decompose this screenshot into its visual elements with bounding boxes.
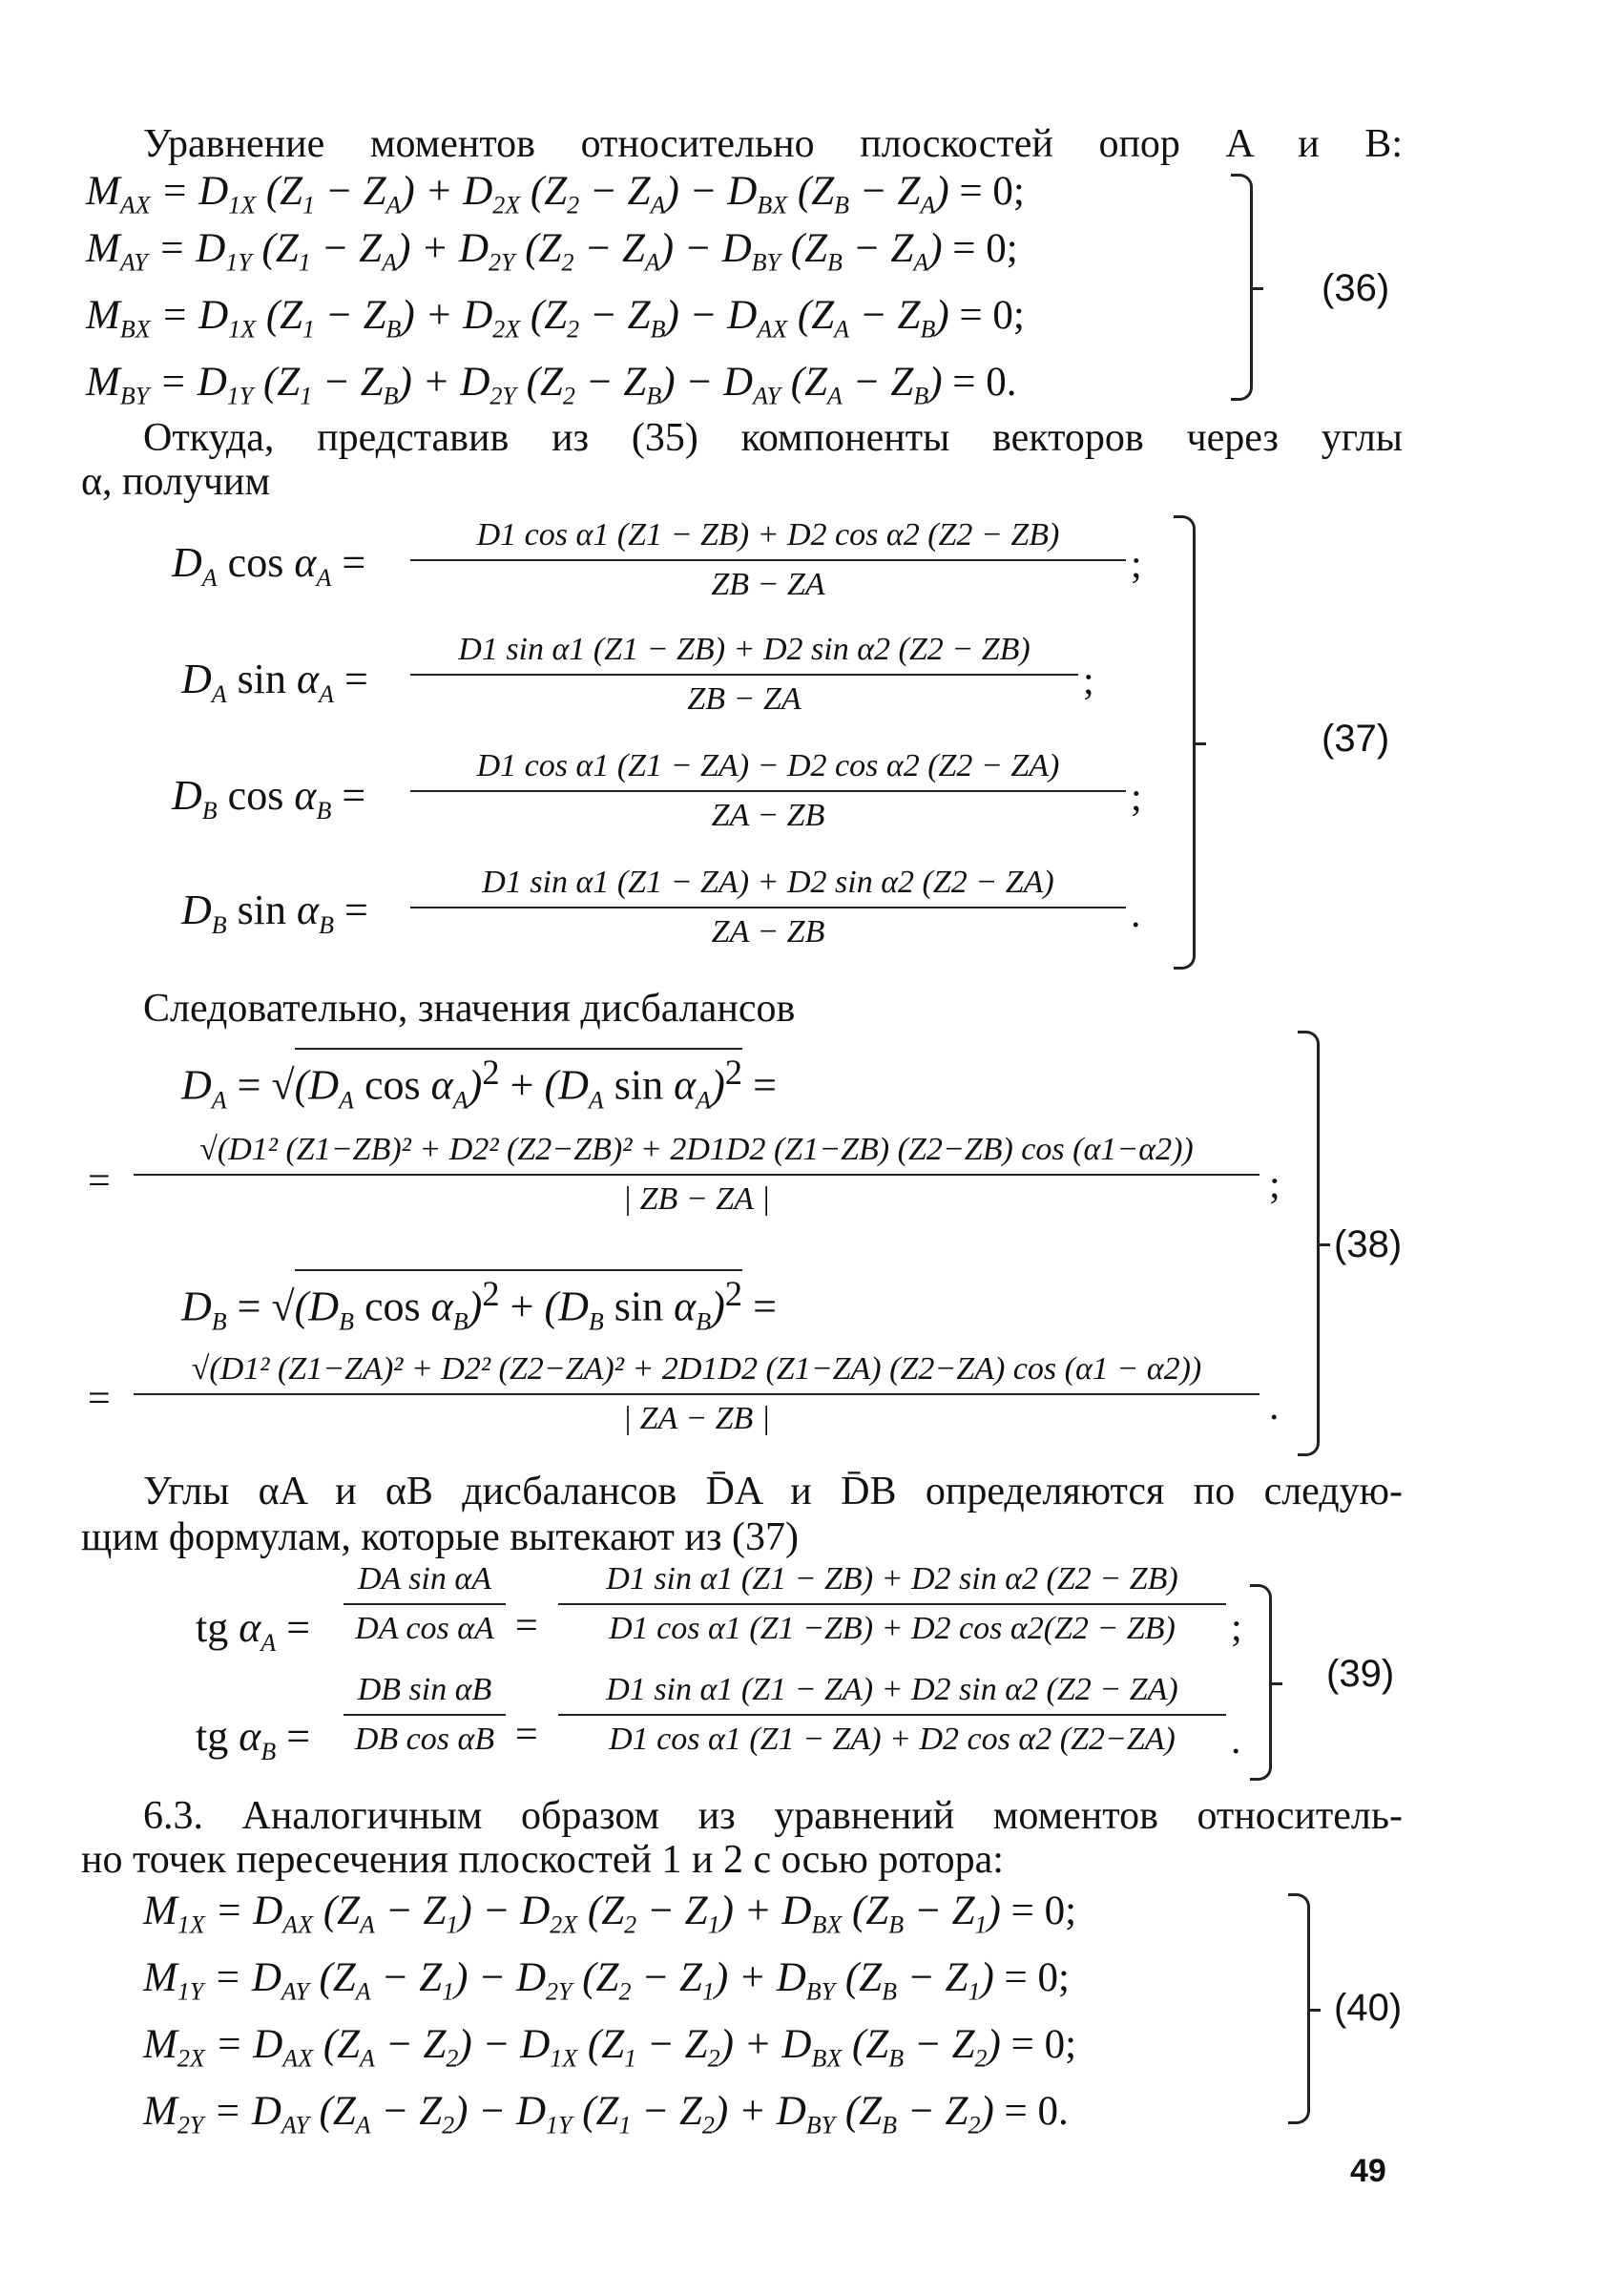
- eq37-row2-end: ;: [1083, 659, 1094, 703]
- eq38-da-numerator: √(D1² (Z1−ZB)² + D2² (Z2−ZB)² + 2D1D2 (Z1−ZB) (Z2−ZB) cos (α1−α2)): [199, 1132, 1194, 1167]
- eq37-number: (37): [1322, 718, 1390, 760]
- eq37-row3-end: ;: [1131, 776, 1142, 820]
- eq39-row1-lhs: tg $\alpha_A$ =: [196, 1604, 311, 1657]
- eq37-row3-fraction: [410, 746, 1126, 836]
- eq38-db-denominator: | ZA − ZB |: [622, 1401, 771, 1436]
- eq40-number: (40): [1334, 1987, 1403, 2029]
- eq37-row2-numerator: D1 sin α1 (Z1 − ZB) + D2 sin α2 (Z2 − ZB): [458, 632, 1030, 667]
- eq37-row4-lhs: $D_B$ $\sin \alpha_B$ =: [181, 887, 368, 939]
- eq40-line-4: $M_{2Y} = D_{AY}$ $(Z_A - Z_2) - D_{1Y}$ $(Z_1 - Z_2) + D_{BY}$ $(Z_B - Z_2) = 0$.: [143, 2089, 1069, 2139]
- eq39-row2-mid-num: DB sin αB: [357, 1672, 492, 1707]
- text-angles-intro: Углы αA и αB дисбалансов D̄A и D̄B определяются по следую-: [143, 1470, 1403, 1513]
- eq37-row1-end: ;: [1131, 543, 1142, 587]
- eq39-row2-mid-den: DB cos αB: [354, 1722, 495, 1757]
- eq37-row3-lhs: $D_B$ $\cos \alpha_B$ =: [172, 772, 366, 824]
- eq37-row4-fraction: [410, 863, 1126, 952]
- eq39-row2-mid-fraction: [344, 1670, 506, 1760]
- eq38-da-line: $D_A = √(D_A$ $\cos \alpha_A)^2 + (D_A$ $\sin \alpha_A)^2$ =: [181, 1048, 777, 1115]
- eq38-db-fraction: [134, 1349, 1260, 1439]
- eq38-brace: [1298, 1031, 1320, 1456]
- text-section-6-3: 6.3. Аналогичным образом из уравнений моментов относитель-: [143, 1794, 1403, 1838]
- eq39-row1-eq: =: [515, 1604, 538, 1648]
- eq36-line-4: $M_{BY} = D_{1Y}$ $(Z_1 - Z_B) + D_{2Y}$ $(Z_2 - Z_B) - D_{AY}$ $(Z_A - Z_B) = 0$.: [86, 360, 1017, 410]
- eq39-row1-num: D1 sin α1 (Z1 − ZB) + D2 sin α2 (Z2 − ZB): [606, 1561, 1178, 1597]
- eq37-row3-denominator: ZA − ZB: [711, 798, 825, 833]
- eq40-line-3: $M_{2X} = D_{AX}$ $(Z_A - Z_2) - D_{1X}$ $(Z_1 - Z_2) + D_{BX}$ $(Z_B - Z_2) = 0$;: [143, 2022, 1077, 2073]
- eq36-line-1: $M_{AX} = D_{1X}$ $(Z_1 - Z_A) + D_{2X}$ $(Z_2 - Z_A) - D_{BX}$ $(Z_B - Z_A) = 0$;: [86, 169, 1025, 219]
- text-intro-angles-2: α, получим: [81, 460, 271, 504]
- eq37-row4-denominator: ZA − ZB: [711, 914, 825, 950]
- eq38-db-numerator: √(D1² (Z1−ZA)² + D2² (Z2−ZA)² + 2D1D2 (Z1−ZA) (Z2−ZA) cos (α1 − α2)): [191, 1351, 1202, 1387]
- eq40-line-2: $M_{1Y} = D_{AY}$ $(Z_A - Z_1) - D_{2Y}$ $(Z_2 - Z_1) + D_{BY}$ $(Z_B - Z_1) = 0$;: [143, 1955, 1070, 2006]
- eq39-row2-lhs: tg $\alpha_B$ =: [196, 1713, 311, 1765]
- eq38-db-equals: =: [88, 1377, 111, 1421]
- eq39-row1-end: ;: [1231, 1606, 1242, 1650]
- eq39-row2-den: D1 cos α1 (Z1 − ZA) + D2 cos α2 (Z2−ZA): [609, 1722, 1176, 1757]
- text-angles-intro-2: щим формулам, которые вытекают из (37): [81, 1515, 799, 1559]
- eq37-row1-denominator: ZB − ZA: [711, 567, 825, 602]
- eq39-row1-mid-den: DA cos αA: [355, 1611, 494, 1646]
- eq37-row1-lhs: $D_A$ $\cos \alpha_A$ =: [172, 539, 366, 592]
- text-imbalance-values: Следовательно, значения дисбалансов: [143, 987, 796, 1031]
- text-intro-angles: Откуда, представив из (35) компоненты векторов через углы: [143, 416, 1403, 460]
- eq39-brace: [1250, 1584, 1272, 1781]
- eq39-row1-mid-num: DA sin αA: [357, 1561, 491, 1597]
- eq38-db-line: $D_B = √(D_B$ $\cos \alpha_B)^2 + (D_B$ $\sin \alpha_B)^2$ =: [181, 1269, 777, 1336]
- eq37-brace: [1174, 515, 1196, 970]
- eq37-row2-denominator: ZB − ZA: [687, 681, 802, 717]
- text-section-6-3-2: но точек пересечения плоскостей 1 и 2 с осью ротора:: [81, 1838, 1004, 1882]
- page-number: 49: [1350, 2153, 1386, 2189]
- eq40-line-1: $M_{1X} = D_{AX}$ $(Z_A - Z_1) - D_{2X}$ $(Z_2 - Z_1) + D_{BX}$ $(Z_B - Z_1) = 0$;: [143, 1889, 1077, 1939]
- eq39-row1-den: D1 cos α1 (Z1 −ZB) + D2 cos α2(Z2 − ZB): [609, 1611, 1176, 1646]
- eq38-da-denominator: | ZB − ZA |: [622, 1181, 771, 1217]
- eq38-da-end: ;: [1269, 1163, 1280, 1207]
- eq39-number: (39): [1326, 1653, 1395, 1695]
- eq39-row2-eq: =: [515, 1713, 538, 1757]
- eq39-row2-end: .: [1231, 1719, 1241, 1763]
- eq38-db-end: .: [1269, 1385, 1280, 1429]
- eq39-row1-mid-fraction: [344, 1559, 506, 1649]
- eq37-row1-fraction: [410, 515, 1126, 605]
- text-intro-moments: Уравнение моментов относительно плоскостей опор A и B:: [143, 122, 1403, 166]
- eq37-row4-end: .: [1131, 892, 1141, 936]
- eq37-row2-lhs: $D_A$ $\sin \alpha_A$ =: [181, 656, 368, 708]
- eq39-row1-fraction: [558, 1559, 1226, 1649]
- eq36-line-2: $M_{AY} = D_{1Y}$ $(Z_1 - Z_A) + D_{2Y}$ $(Z_2 - Z_A) - D_{BY}$ $(Z_B - Z_A) = 0$;: [86, 226, 1018, 277]
- eq37-row1-numerator: D1 cos α1 (Z1 − ZB) + D2 cos α2 (Z2 − ZB): [476, 517, 1060, 553]
- eq36-brace: [1231, 174, 1253, 401]
- eq38-number: (38): [1334, 1223, 1403, 1265]
- eq40-brace: [1288, 1893, 1310, 2124]
- eq36-line-3: $M_{BX} = D_{1X}$ $(Z_1 - Z_B) + D_{2X}$ $(Z_2 - Z_B) - D_{AX}$ $(Z_A - Z_B) = 0$;: [86, 293, 1025, 344]
- eq38-da-equals: =: [88, 1159, 111, 1203]
- eq39-row2-fraction: [558, 1670, 1226, 1760]
- eq36-number: (36): [1322, 267, 1390, 309]
- eq37-row3-numerator: D1 cos α1 (Z1 − ZA) − D2 cos α2 (Z2 − ZA): [476, 748, 1060, 783]
- eq39-row2-num: D1 sin α1 (Z1 − ZA) + D2 sin α2 (Z2 − ZA): [606, 1672, 1178, 1707]
- eq38-da-fraction: [134, 1130, 1260, 1220]
- eq37-row2-fraction: [410, 630, 1078, 720]
- eq37-row4-numerator: D1 sin α1 (Z1 − ZA) + D2 sin α2 (Z2 − ZA): [482, 865, 1054, 900]
